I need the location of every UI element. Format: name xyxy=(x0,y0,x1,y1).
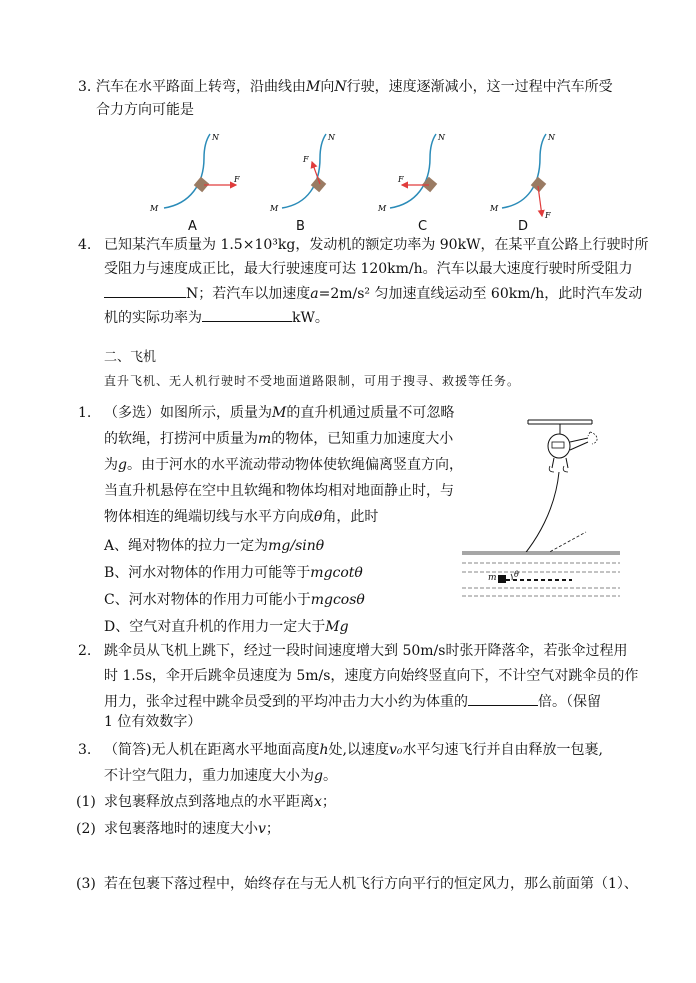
p1-M: M xyxy=(272,405,287,421)
fig-label-F: F xyxy=(398,175,404,184)
q4-number: 4. xyxy=(78,237,92,253)
p2-text-b: 倍。（保留 xyxy=(538,694,601,710)
p1-text: （多选）如图所示，质量为 xyxy=(104,405,272,421)
option-d-label: D xyxy=(518,219,529,234)
q4-text-b: =2m/s² 匀加速直线运动至 60km/h，此时汽车发动 xyxy=(318,286,643,302)
p1-m: m xyxy=(258,431,272,447)
p3-g: g xyxy=(314,768,323,784)
p3-h: h xyxy=(319,742,329,758)
p1-option-c[interactable] xyxy=(104,590,365,610)
q3-number: 3. xyxy=(78,79,92,95)
p3-sub2 xyxy=(104,819,280,839)
fig-label-M: M xyxy=(490,204,499,213)
p1-g: g xyxy=(118,457,127,473)
q3-figures xyxy=(140,128,580,224)
option-expr: Mg xyxy=(325,619,349,635)
figure-c xyxy=(377,133,446,213)
fig-label-N: N xyxy=(548,133,555,142)
option-c-label: C xyxy=(418,219,428,234)
fig-label-F: F xyxy=(303,155,309,164)
figure-b xyxy=(269,133,336,213)
p2-number: 2. xyxy=(78,643,92,659)
fig-label-N: N xyxy=(212,133,219,142)
p1-line4: 当直升机悬停在空中且软绳和物体均相对地面静止时，与 xyxy=(104,483,454,499)
p1-theta: θ xyxy=(314,509,323,525)
option-b-label: B xyxy=(296,219,305,234)
fig-label-M: M xyxy=(270,204,279,213)
p2-line4: 1 位有效数字） xyxy=(104,714,202,730)
q4-text: 机的实际功率为 xyxy=(104,310,202,326)
p3-sub2-number: (2) xyxy=(76,821,96,837)
q3-N: N xyxy=(334,79,347,95)
fig-label-F: F xyxy=(545,211,551,220)
q3-line1 xyxy=(96,77,613,97)
answer-blank[interactable] xyxy=(468,691,538,706)
option-text: D、空气对直升机的作用力一定大于 xyxy=(104,619,326,635)
p1-text-b: 的物体，已知重力加速度大小 xyxy=(271,431,454,447)
p3-sub1-number: (1) xyxy=(76,794,96,810)
p2-text: 用力，张伞过程中跳伞员受到的平均冲击力大小约为体重的 xyxy=(104,694,468,710)
p2-line3 xyxy=(104,691,601,712)
q4-line1: 已知某汽车质量为 1.5×10³kg，发动机的额定功率为 90kW，在某平直公路上行驶时所 xyxy=(104,237,649,253)
p3-sub3: 若在包裹下落过程中，始终存在与无人机飞行方向平行的恒定风力，那么前面第（1）、 xyxy=(104,876,638,892)
p1-option-b[interactable] xyxy=(104,563,363,583)
fig-label-N: N xyxy=(438,133,445,142)
p1-line5 xyxy=(104,507,378,527)
p1-number: 1. xyxy=(78,405,92,421)
q3-to: 向 xyxy=(320,79,335,95)
figure-a xyxy=(149,133,240,213)
p3-sub3-number: (3) xyxy=(76,876,96,892)
fig-label-M: M xyxy=(378,204,387,213)
p1-line1 xyxy=(104,403,454,423)
p3-line2 xyxy=(104,766,337,786)
p3-v0: v₀ xyxy=(388,742,403,758)
q4-line3 xyxy=(104,283,642,304)
p3-v: v xyxy=(258,821,266,837)
q4-text-b: kW。 xyxy=(292,310,329,326)
p2-line2: 时 1.5s，伞开后跳伞员速度为 5m/s，速度方向始终竖直向下，不计空气对跳伞员的作 xyxy=(104,668,639,684)
p3-text: （简答)无人机在距离水平地面高度 xyxy=(104,742,320,758)
fig-label-F: F xyxy=(234,175,240,184)
section-intro: 直升飞机、无人机行驶时不受地面道路限制，可用于搜寻、救援等任务。 xyxy=(104,374,521,388)
p3-sub1-end: ； xyxy=(321,794,336,810)
p1-text-b: 的直升机通过质量不可忽略 xyxy=(286,405,455,421)
p1-text-b: 。由于河水的水平流动带动物体使软绳偏离竖直方向， xyxy=(126,457,463,473)
p3-sub2-text: 求包裹落地时的速度大小 xyxy=(104,821,258,837)
p3-text-b: 。 xyxy=(322,768,337,784)
p2-line1: 跳伞员从飞机上跳下，经过一段时间速度增大到 50m/s时张开降落伞，若张伞过程用 xyxy=(104,643,628,659)
p3-line1 xyxy=(104,740,603,760)
p1-text: 为 xyxy=(104,457,118,473)
fig-label-m: m xyxy=(488,573,497,583)
option-text: B、河水对物体的作用力可能等于 xyxy=(104,565,311,581)
p1-text: 的软绳，打捞河中质量为 xyxy=(104,431,258,447)
p1-line3 xyxy=(104,455,463,475)
p1-option-a[interactable] xyxy=(104,536,324,556)
fig-label-N: N xyxy=(328,133,335,142)
q4-a: a xyxy=(310,286,319,302)
helicopter-figure xyxy=(462,412,620,598)
p3-sub1-text: 求包裹释放点到落地点的水平距离 xyxy=(104,794,314,810)
p3-sub1 xyxy=(104,792,336,812)
p1-line2 xyxy=(104,429,453,449)
q4-line2: 受阻力与速度成正比，最大行驶速度可达 120km/h。汽车以最大速度行驶时所受阻力 xyxy=(104,261,633,277)
section-title: 二、飞机 xyxy=(104,350,157,365)
fig-label-M: M xyxy=(150,204,159,213)
q4-line4 xyxy=(104,307,329,328)
q3-text-b: 行驶，速度逐渐减小，这一过程中汽车所受 xyxy=(346,79,613,95)
option-text: A、绳对物体的拉力一定为 xyxy=(104,538,269,554)
option-text: C、河水对物体的作用力可能小于 xyxy=(104,592,311,608)
answer-blank[interactable] xyxy=(104,283,186,298)
option-expr: mgcotθ xyxy=(310,565,363,581)
option-expr: mgcosθ xyxy=(310,592,365,608)
figure-d xyxy=(489,133,556,220)
q3-text: 汽车在水平路面上转弯，沿曲线由 xyxy=(96,79,306,95)
p3-text-b: 处,以速度 xyxy=(328,742,389,758)
p3-sub2-end: ； xyxy=(265,821,280,837)
option-a-label: A xyxy=(188,219,197,234)
answer-blank[interactable] xyxy=(202,307,292,322)
p3-number: 3. xyxy=(78,742,92,758)
p3-text-c: 水平匀速飞行并自由释放一包裹, xyxy=(402,742,603,758)
q4-text: N；若汽车以加速度 xyxy=(186,286,311,302)
option-expr: mg/sinθ xyxy=(268,538,325,554)
p1-text-b: 角，此时 xyxy=(322,509,379,525)
q3-line2: 合力方向可能是 xyxy=(96,102,194,118)
p3-x: x xyxy=(314,794,322,810)
p3-text: 不计空气阻力，重力加速度大小为 xyxy=(104,768,314,784)
fig-label-theta: θ xyxy=(514,570,519,579)
p1-option-d[interactable] xyxy=(104,617,349,637)
p1-text: 物体相连的绳端切线与水平方向成 xyxy=(104,509,314,525)
q3-M: M xyxy=(306,79,321,95)
